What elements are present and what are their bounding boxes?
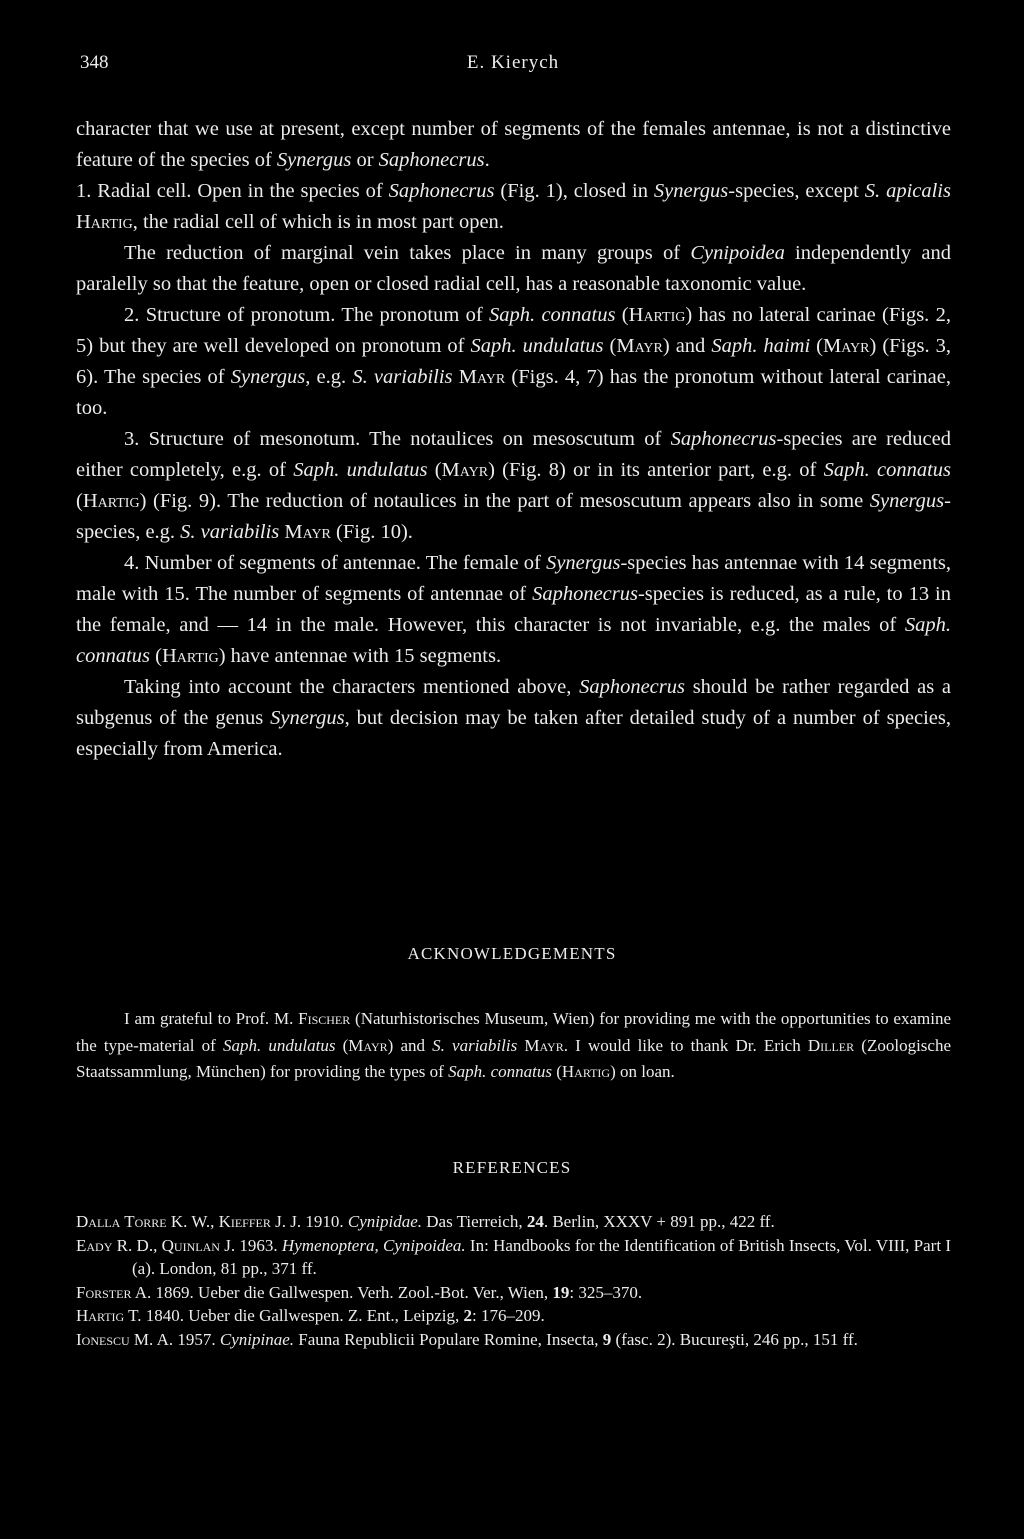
paragraph: 1. Radial cell. Open in the species of Saphonecrus (Fig. 1), closed in Synergus-species, except S. apicalis Hartig, the radial cell of which is in most part open. <box>76 180 951 233</box>
paragraph: 4. Number of segments of antennae. The female of Synergus-species has antennae with 14 segments, male with 15. The number of segments of antennae of Saphonecrus-species is reduced, as a rule, to 13 in the female, and — 14 in the male. However, this character is not invariable, e.g. the males of Saph. connatus (Hartig) have antennae with 15 segments. <box>76 552 951 667</box>
page-header <box>76 44 950 84</box>
paragraph: The reduction of marginal vein takes place in many groups of Cynipoidea independently and paralelly so that the feature, open or closed radial cell, has a reasonable taxonomic value. <box>76 242 952 295</box>
reference-item: Forster A. 1869. Ueber die Gallwespen. Verh. Zool.-Bot. Ver., Wien, 19: 325–370. <box>76 1282 643 1302</box>
reference-item: Ionescu M. A. 1957. Cynipinae. Fauna Republicii Populare Romine, Insecta, 9 (fasc. 2). Bucureşti, 246 pp., 151 ff. <box>76 1329 858 1349</box>
reference-item: Hartig T. 1840. Ueber die Gallwespen. Z. Ent., Leipzig, 2: 176–209. <box>76 1306 545 1325</box>
paragraph: 2. Structure of pronotum. The pronotum of Saph. connatus (Hartig) has no lateral carinae (Figs. 2, 5) but they are well developed on pronotum of Saph. undulatus (Mayr) and Saph. haimi (Mayr) (Figs. 3, 6). The species of Synergus, e.g. S. variabilis Mayr (Figs. 4, 7) has the pronotum without lateral carinae, too. <box>76 304 952 419</box>
references-list <box>76 1210 951 1351</box>
reference-item: Eady R. D., Quinlan J. 1963. Hymenoptera, Cynipoidea. In: Handbooks for the Identification of British Insects, Vol. VIII, Part I (a). London, 81 pp., 371 ff. <box>76 1235 952 1278</box>
references-heading: REFERENCES <box>452 1158 572 1177</box>
reference-item: Dalla Torre K. W., Kieffer J. J. 1910. Cynipidae. Das Tierreich, 24. Berlin, XXXV + 891 pp., 422 ff. <box>76 1212 775 1231</box>
body-text <box>76 114 951 765</box>
running-head: E. Kierych <box>466 52 560 73</box>
paragraph: 3. Structure of mesonotum. The notaulices on mesoscutum of Saphonecrus-species are reduced either completely, e.g. of Saph. undulatus (Mayr) (Fig. 8) or in its anterior part, e.g. of Saph. connatus (Hartig) (Fig. 9). The reduction of notaulices in the part of mesoscutum appears also in some Synergus-species, e.g. S. variabilis Mayr (Fig. 10). <box>76 428 951 543</box>
page-number: 348 <box>80 52 109 73</box>
paragraph: Taking into account the characters mentioned above, Saphonecrus should be rather regarded as a subgenus of the genus Synergus, but decision may be taken after detailed study of a number of species, especially from America. <box>76 676 951 760</box>
acknowledgements-section <box>76 1006 951 1086</box>
paragraph: character that we use at present, except number of segments of the females antennae, is not a distinctive feature of the species of Synergus or Saphonecrus. <box>76 118 951 171</box>
acknowledgements-heading: ACKNOWLEDGEMENTS <box>407 944 617 963</box>
acknowledgements-text: I am grateful to Prof. M. Fischer (Naturhistorisches Museum, Wien) for providing me with the opportunities to examine the type-material of Saph. undulatus (Mayr) and S. variabilis Mayr. I would like to thank Dr. Erich Diller (Zoologische Staatssammlung, München) for providing the types of Saph. connatus (Hartig) on loan. <box>76 1009 952 1082</box>
